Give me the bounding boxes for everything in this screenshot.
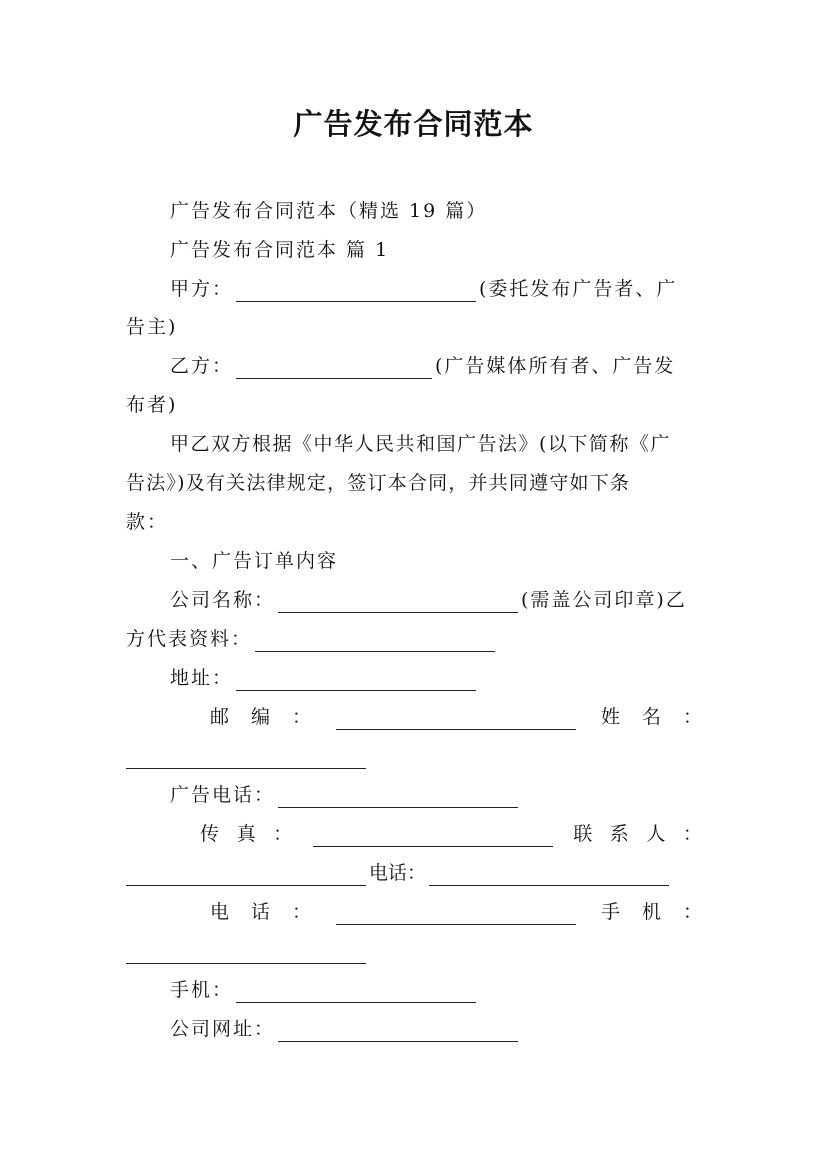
intro-line-1: 甲乙双方根据《中华人民共和国广告法》(以下简称《广 [170, 433, 671, 455]
party-a-note: (委托发布广告者、广 [479, 278, 678, 300]
contact-phone-line [126, 860, 702, 886]
fax-char-1: 传 [200, 823, 220, 845]
mobile-line [170, 977, 702, 1003]
ad-phone-label: 广告电话： [170, 784, 276, 806]
contact-colon: ： [682, 823, 702, 845]
fax-contact-line [200, 821, 702, 847]
fax-colon: ： [273, 823, 293, 845]
clause-1-heading: 一、广告订单内容 [170, 550, 339, 572]
company-seal-note: (需盖公司印章)乙 [521, 589, 687, 611]
intro-line-3: 款： [126, 511, 169, 533]
party-b-label: 乙方： [170, 355, 234, 377]
company-name-label: 公司名称： [170, 589, 276, 611]
address-blank[interactable] [236, 670, 476, 691]
name-blank[interactable] [126, 748, 366, 769]
phone-inline-blank[interactable] [429, 865, 669, 886]
website-line [170, 1016, 702, 1042]
name-char-2: 名 [641, 706, 661, 728]
name-colon: ： [682, 706, 702, 728]
company-name-blank[interactable] [278, 592, 518, 613]
fax-blank[interactable] [313, 826, 553, 847]
phone-blank[interactable] [336, 904, 576, 925]
mobile-colon: ： [682, 901, 702, 923]
contact-char-3: 人 [646, 823, 666, 845]
postcode-name-line [210, 704, 702, 730]
party-b-line [170, 353, 702, 379]
mobile-blank[interactable] [126, 943, 366, 964]
contact-blank[interactable] [126, 865, 366, 886]
contact-char-2: 系 [609, 823, 629, 845]
document-title: 广告发布合同范本 [293, 107, 534, 141]
subtitle: 广告发布合同范本（精选 19 篇） [170, 200, 488, 222]
phone-colon: ： [292, 901, 312, 923]
postcode-char-2: 编 [251, 706, 271, 728]
party-b-rep-line [126, 626, 702, 652]
address-line [170, 665, 702, 691]
phone-char-1: 电 [210, 901, 230, 923]
name-blank-line [126, 743, 702, 769]
mobile-label: 手机： [170, 979, 234, 1001]
mobile-blank-line [126, 938, 702, 964]
party-b-blank[interactable] [236, 358, 432, 379]
mobile-char-2: 机 [641, 901, 661, 923]
contact-char-1: 联 [573, 823, 593, 845]
phone-inline-label: 电话： [369, 862, 427, 884]
postcode-blank[interactable] [336, 709, 576, 730]
mobile-2-blank[interactable] [236, 982, 476, 1003]
section-heading: 广告发布合同范本 篇 1 [170, 239, 390, 261]
mobile-char-1: 手 [600, 901, 620, 923]
party-b-note-cont: 布者) [126, 394, 178, 416]
website-label: 公司网址： [170, 1018, 276, 1040]
ad-phone-line [170, 782, 702, 808]
party-a-line [170, 276, 702, 302]
fax-char-2: 真 [236, 823, 256, 845]
name-char-1: 姓 [600, 706, 620, 728]
party-b-rep-label: 方代表资料： [126, 628, 253, 650]
website-blank[interactable] [278, 1021, 518, 1042]
postcode-colon: ： [292, 706, 312, 728]
party-a-label: 甲方： [170, 278, 234, 300]
company-name-line [170, 587, 702, 613]
phone-char-2: 话 [251, 901, 271, 923]
phone-mobile-line [210, 899, 702, 925]
intro-line-2: 告法》)及有关法律规定，签订本合同，并共同遵守如下条 [126, 472, 631, 494]
party-b-rep-blank[interactable] [255, 631, 495, 652]
party-a-blank[interactable] [236, 281, 476, 302]
party-a-note-cont: 告主) [126, 316, 178, 338]
postcode-char-1: 邮 [210, 706, 230, 728]
party-b-note: (广告媒体所有者、广告发 [435, 355, 676, 377]
address-label: 地址： [170, 667, 234, 689]
ad-phone-blank[interactable] [278, 787, 518, 808]
